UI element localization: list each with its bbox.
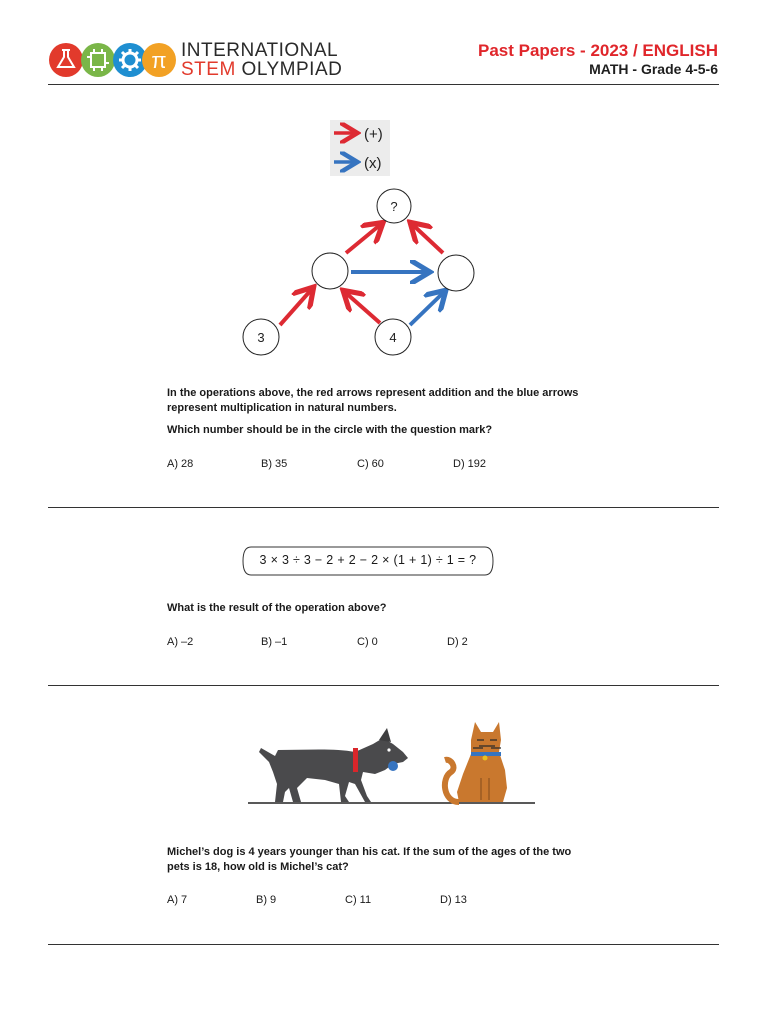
q3-option-c[interactable]: C) 11: [345, 894, 372, 906]
q3-text-line1: Michel’s dog is 4 years younger than his cat. If the sum of the ages of the two: [167, 846, 572, 858]
q2-expression: 3 × 3 ÷ 3 − 2 + 2 − 2 × (1 + 1) ÷ 1 = ?: [259, 553, 477, 567]
divider-3: [48, 944, 719, 945]
divider-1: [48, 507, 719, 508]
legend-mul-label: (x): [364, 155, 382, 172]
red-arrow-3-to-left: [280, 290, 311, 325]
page-subtitle: MATH - Grade 4-5-6: [589, 61, 718, 77]
q1-option-b[interactable]: B) 35: [261, 458, 288, 470]
node-middle-left: [312, 253, 348, 289]
legend-add-label: (+): [364, 126, 383, 143]
blue-arrow-4-to-right: [410, 293, 443, 325]
dog-and-cat-illustration: [245, 718, 540, 808]
brand-name-line2: [181, 59, 342, 81]
logo-icons: [48, 40, 176, 80]
flask-icon: [49, 43, 83, 77]
svg-text:π: π: [151, 48, 167, 73]
q1-option-a[interactable]: A) 28: [167, 458, 194, 470]
q2-option-c[interactable]: C) 0: [357, 636, 378, 648]
q1-text-line1: In the operations above, the red arrows represent addition and the blue arrows: [167, 387, 579, 399]
q1-option-c[interactable]: C) 60: [357, 458, 384, 470]
header-divider: [48, 84, 719, 85]
q1-text: [167, 386, 627, 416]
q3-option-a[interactable]: A) 7: [167, 894, 188, 906]
divider-2: [48, 685, 719, 686]
red-arrow-4-to-left: [346, 293, 380, 323]
q3-text-line2: pets is 18, how old is Michel’s cat?: [167, 861, 349, 873]
q3-text: [167, 845, 627, 875]
q1-text-line2: represent multiplication in natural numbers.: [167, 402, 397, 414]
node-question-label: ?: [390, 199, 398, 214]
arrow-diagram: [230, 115, 490, 360]
q3-option-d[interactable]: D) 13: [440, 894, 467, 906]
q1-option-d[interactable]: D) 192: [453, 458, 487, 470]
gear-icon: [113, 43, 147, 77]
circuit-icon: [81, 43, 115, 77]
brand-name-line1: INTERNATIONAL: [181, 40, 339, 61]
node-bottom-right-label: 4: [389, 330, 397, 345]
dog-icon: [259, 728, 408, 802]
q1-question: Which number should be in the circle with the question mark?: [167, 424, 493, 436]
cat-icon: [445, 722, 507, 802]
brand-olympiad: OLYMPIAD: [235, 59, 343, 80]
q2-option-d[interactable]: D) 2: [447, 636, 468, 648]
q2-option-b[interactable]: B) –1: [261, 636, 288, 648]
q3-option-b[interactable]: B) 9: [256, 894, 277, 906]
brand-stem: STEM: [181, 59, 236, 80]
red-arrow-right-to-top: [413, 225, 443, 253]
q2-question: What is the result of the operation above?: [167, 602, 387, 614]
q2-option-a[interactable]: A) –2: [167, 636, 194, 648]
node-middle-right: [438, 255, 474, 291]
red-arrow-left-to-top: [346, 225, 380, 253]
page-title: Past Papers - 2023 / ENGLISH: [478, 41, 718, 60]
pi-icon: [142, 43, 176, 77]
node-bottom-left-label: 3: [257, 330, 265, 345]
